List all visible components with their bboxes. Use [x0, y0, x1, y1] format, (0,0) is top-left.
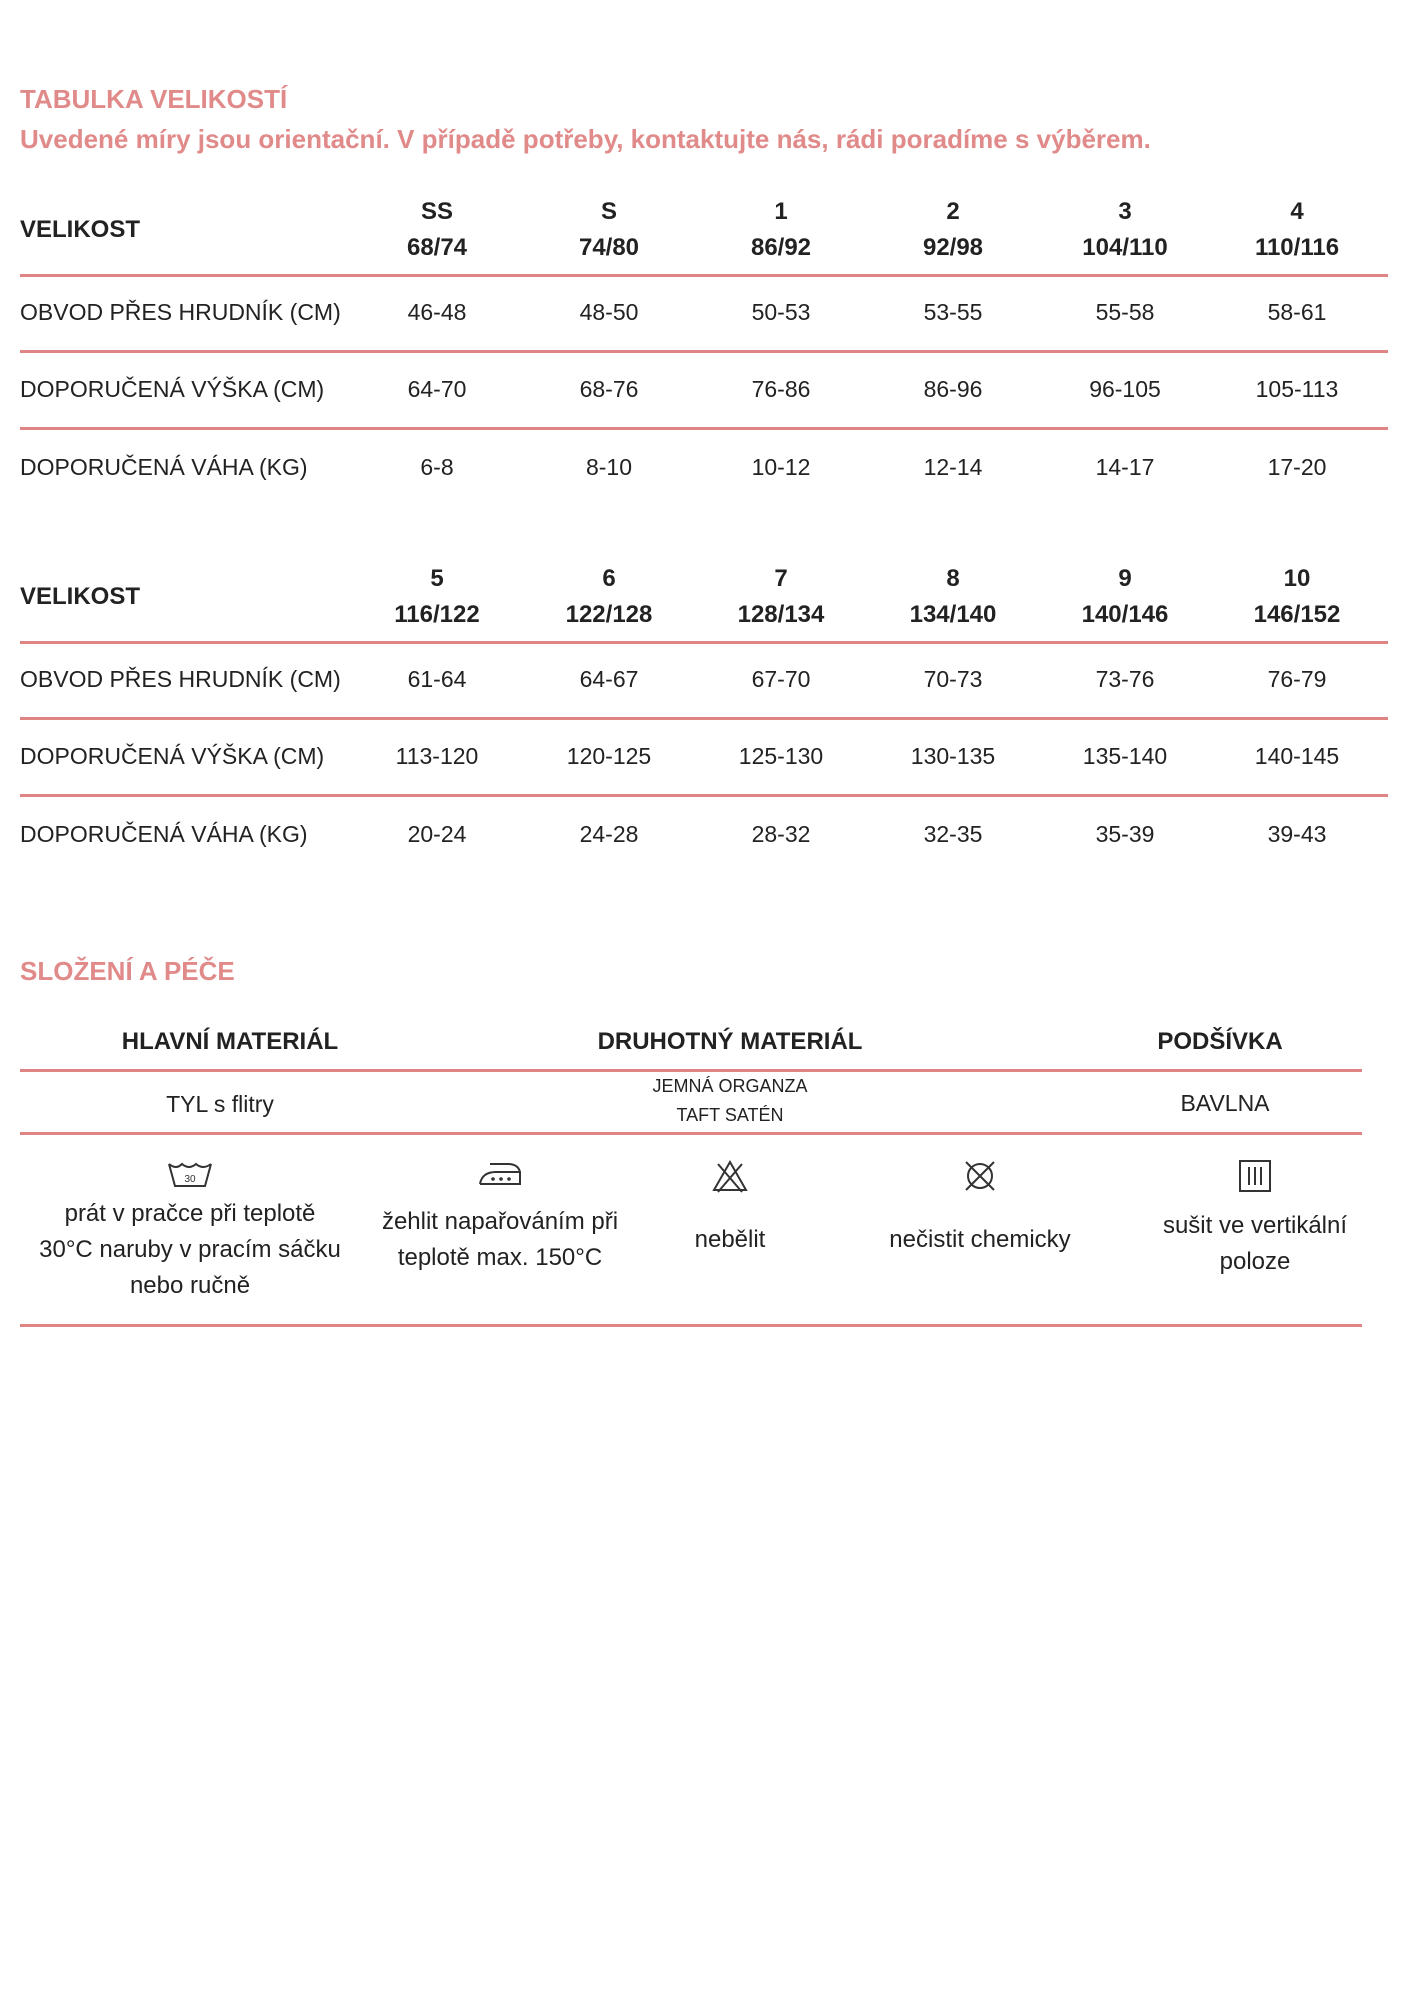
row-label: DOPORUČENÁ VÁHA (KG) — [20, 454, 308, 480]
cell: 46-48 — [407, 299, 467, 325]
cell: 140-145 — [1254, 743, 1340, 769]
vertical-dry-icon — [1235, 1158, 1275, 1194]
no-dry-clean-icon — [960, 1158, 1000, 1194]
lining-value: BAVLNA — [1180, 1090, 1270, 1116]
cell: 17-20 — [1267, 454, 1327, 480]
size-col: 3 104/110 — [1082, 198, 1168, 261]
cell: 32-35 — [923, 821, 983, 847]
table-row — [20, 353, 1388, 430]
secondary-material-header: DRUHOTNÝ MATERIÁL — [597, 1028, 863, 1055]
divider — [20, 1324, 1362, 1327]
row-label: DOPORUČENÁ VÁHA (KG) — [20, 821, 308, 847]
cell: 67-70 — [751, 666, 811, 692]
cell: 39-43 — [1267, 821, 1327, 847]
cell: 24-28 — [579, 821, 639, 847]
cell: 48-50 — [579, 299, 639, 325]
care-dry: sušit ve vertikální poloze — [1130, 1158, 1380, 1280]
secondary-material-value: JEMNÁ ORGANZA TAFT SATÉN — [652, 1076, 808, 1125]
size-col: 7 128/134 — [737, 565, 825, 628]
cell: 53-55 — [923, 299, 983, 325]
page-title: TABULKA VELIKOSTÍ — [20, 84, 288, 114]
cell: 96-105 — [1089, 376, 1161, 402]
cell: 35-39 — [1095, 821, 1155, 847]
cell: 6-8 — [420, 454, 454, 480]
table-row — [20, 277, 1388, 353]
care-bleach: nebělit — [640, 1158, 820, 1258]
cell: 64-70 — [407, 376, 467, 402]
cell: 64-67 — [579, 666, 639, 692]
lining-header: PODŠÍVKA — [1157, 1028, 1283, 1055]
size-header-label: VELIKOST — [20, 216, 141, 243]
care-wash: 30 prát v pračce při teplotě 30°C naruby v pracím sáčku nebo ručně — [20, 1158, 360, 1304]
iron-steam-icon — [476, 1158, 524, 1190]
divider — [20, 1132, 1362, 1135]
main-material-value: TYL s flitry — [166, 1091, 274, 1117]
cell: 8-10 — [585, 454, 633, 480]
care-dryclean: nečistit chemicky — [850, 1158, 1110, 1258]
care-iron: žehlit napařováním při teplotě max. 150°C — [360, 1158, 640, 1276]
cell: 61-64 — [407, 666, 467, 692]
composition-title: SLOŽENÍ A PÉČE — [20, 956, 235, 986]
size-table-2 — [20, 561, 1388, 867]
table-row — [20, 797, 1388, 867]
cell: 76-79 — [1267, 666, 1327, 692]
table-row — [20, 720, 1388, 797]
cell: 68-76 — [579, 376, 639, 402]
size-table-1 — [20, 194, 1388, 500]
cell: 73-76 — [1095, 666, 1155, 692]
size-col: 1 86/92 — [750, 198, 812, 261]
cell: 76-86 — [751, 376, 811, 402]
table-row — [20, 430, 1388, 500]
cell: 120-125 — [566, 743, 652, 769]
size-col: 4 110/116 — [1254, 198, 1340, 261]
cell: 12-14 — [923, 454, 983, 480]
wash-30-icon — [166, 1158, 214, 1190]
size-header-row — [20, 194, 1388, 277]
cell: 105-113 — [1255, 376, 1339, 402]
size-col: 8 134/140 — [909, 565, 997, 628]
row-label: DOPORUČENÁ VÝŠKA (CM) — [20, 376, 325, 402]
page-subtitle: Uvedené míry jsou orientační. V případě potřeby, kontaktujte nás, rádi poradíme s výběrem. — [20, 124, 1151, 154]
table-row — [20, 644, 1388, 720]
cell: 10-12 — [751, 454, 811, 480]
main-material-header: HLAVNÍ MATERIÁL — [121, 1028, 339, 1055]
size-col: SS 68/74 — [406, 198, 468, 261]
cell: 86-96 — [923, 376, 983, 402]
cell: 135-140 — [1082, 743, 1168, 769]
size-col: S 74/80 — [578, 198, 640, 261]
no-bleach-icon — [710, 1158, 750, 1194]
cell: 28-32 — [751, 821, 811, 847]
size-col: 9 140/146 — [1081, 565, 1169, 628]
cell: 125-130 — [738, 743, 824, 769]
cell: 58-61 — [1267, 299, 1327, 325]
cell: 113-120 — [395, 743, 479, 769]
size-col: 2 92/98 — [922, 198, 984, 261]
cell: 130-135 — [910, 743, 996, 769]
row-label: OBVOD PŘES HRUDNÍK (CM) — [20, 299, 341, 325]
cell: 50-53 — [751, 299, 811, 325]
svg-text:30: 30 — [184, 1174, 196, 1185]
size-header-row — [20, 561, 1388, 644]
row-label: DOPORUČENÁ VÝŠKA (CM) — [20, 743, 325, 769]
cell: 20-24 — [407, 821, 467, 847]
size-header-label: VELIKOST — [20, 583, 141, 610]
cell: 14-17 — [1095, 454, 1155, 480]
size-col: 5 116/122 — [394, 565, 480, 628]
size-col: 10 146/152 — [1253, 565, 1341, 628]
size-col: 6 122/128 — [565, 565, 653, 628]
cell: 55-58 — [1095, 299, 1155, 325]
cell: 70-73 — [923, 666, 983, 692]
row-label: OBVOD PŘES HRUDNÍK (CM) — [20, 666, 341, 692]
